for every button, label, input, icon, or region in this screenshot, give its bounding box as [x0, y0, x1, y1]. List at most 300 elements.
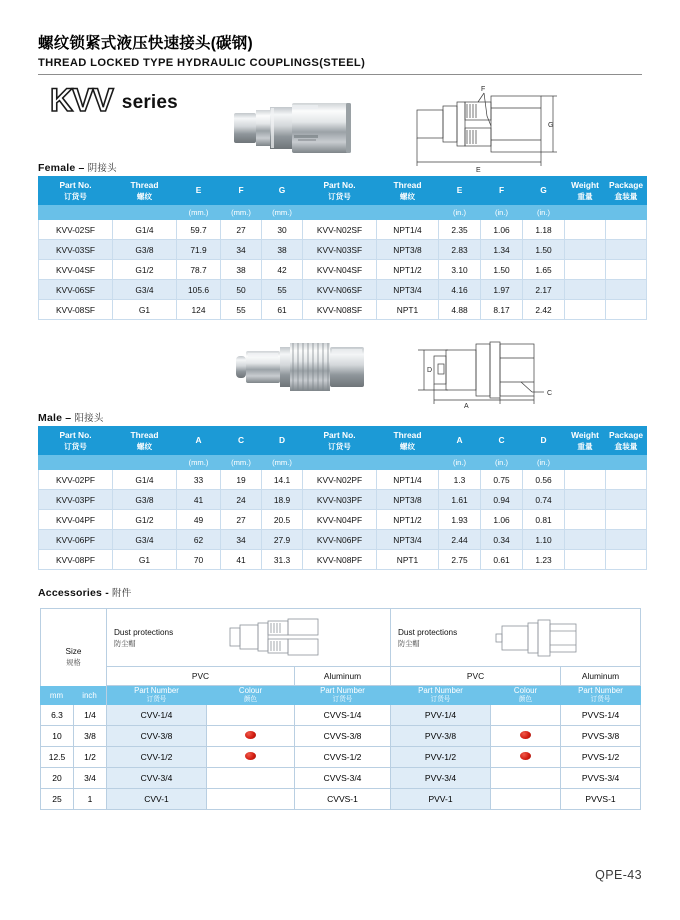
col-header-c-3: [221, 427, 262, 455]
unit-cell-3: (mm.): [221, 455, 262, 470]
table-row: [39, 550, 647, 570]
cell-r3-c9: 2.17: [523, 280, 565, 300]
cell-r1-c11: [606, 490, 647, 510]
cell-colour-left-4: [207, 789, 295, 810]
female-table-body: [39, 205, 647, 320]
cell-r1-c3: 24: [221, 490, 262, 510]
accessory-row: [41, 705, 641, 726]
cell-r2-c5: KVV-N04SF: [303, 260, 377, 280]
cell-aluminum-right-2: PVVS-1/2: [561, 747, 641, 768]
table-row: [39, 260, 647, 280]
colour-dot-icon: [245, 752, 256, 760]
col-header-cn: 螺纹: [136, 191, 153, 201]
cell-aluminum-right-1: PVVS-3/8: [561, 726, 641, 747]
cell-r1-c9: 1.50: [523, 240, 565, 260]
cell-r1-c7: 2.83: [439, 240, 481, 260]
cell-r3-c0: KVV-06SF: [39, 280, 113, 300]
cell-r2-c0: KVV-04PF: [39, 510, 113, 530]
cell-r2-c11: [606, 260, 647, 280]
male-label-en: Male –: [38, 412, 72, 424]
cell-r4-c5: KVV-N08PF: [303, 550, 377, 570]
male-spec-table: [38, 426, 647, 570]
cell-aluminum-left-1: CVVS-3/8: [295, 726, 391, 747]
cell-r2-c1: G1/2: [113, 260, 177, 280]
cell-r3-c11: [606, 280, 647, 300]
dust-protection-right-cell: [391, 609, 641, 667]
page-number: QPE-43: [595, 868, 642, 882]
cell-r1-c1: G3/8: [113, 240, 177, 260]
cell-r4-c3: 41: [221, 550, 262, 570]
cell-mm-3: 20: [41, 768, 74, 789]
cell-pvc-right-1: PVV-3/8: [391, 726, 491, 747]
accessories-label-en: Accessories -: [38, 587, 109, 599]
cell-r3-c5: KVV-N06SF: [303, 280, 377, 300]
col-header-f-3: [221, 177, 262, 205]
cell-r1-c5: KVV-N03PF: [303, 490, 377, 510]
col-header-weight-10: [565, 177, 606, 205]
col-label-en: Part Number: [134, 686, 179, 695]
col-label-en: Colour: [238, 686, 263, 695]
size-label-cn: 规格: [66, 657, 81, 667]
cell-r0-c5: KVV-N02SF: [303, 220, 377, 240]
col-header-g-4: [262, 177, 303, 205]
col-header-en: Part No.: [323, 429, 356, 440]
colour-dot-icon: [520, 731, 531, 739]
cell-r2-c11: [606, 510, 647, 530]
male-dimension-drawing: [408, 334, 638, 414]
accessories-label-cn: 附件: [112, 588, 132, 599]
unit-cell-5: [303, 205, 377, 220]
cell-r3-c1: G3/4: [113, 280, 177, 300]
col-header-part-no--5: [303, 177, 377, 205]
cell-mm-4: 25: [41, 789, 74, 810]
cell-r3-c1: G3/4: [113, 530, 177, 550]
col-header-en: A: [195, 435, 202, 445]
dust-right-cn: 防尘帽: [398, 638, 420, 648]
cell-colour-left-3: [207, 768, 295, 789]
cell-r3-c10: [565, 530, 606, 550]
col-header-en: Thread: [130, 429, 159, 440]
cell-r4-c9: 2.42: [523, 300, 565, 320]
cell-r0-c1: G1/4: [113, 470, 177, 490]
accessories-rows: [41, 705, 641, 810]
cell-r0-c2: 59.7: [177, 220, 221, 240]
cell-inch-1: 3/8: [74, 726, 107, 747]
col-header-en: G: [540, 185, 547, 195]
cell-r2-c2: 49: [177, 510, 221, 530]
units-row: [39, 455, 647, 470]
colour-dot-icon: [245, 731, 256, 739]
male-section-label: [38, 410, 104, 424]
cell-r4-c8: 8.17: [481, 300, 523, 320]
cell-r3-c9: 1.10: [523, 530, 565, 550]
cell-colour-left-1: [207, 726, 295, 747]
col-header-en: Package: [609, 179, 643, 190]
unit-cell-6: [377, 205, 439, 220]
cell-r2-c3: 38: [221, 260, 262, 280]
female-dimension-drawing: [405, 80, 640, 175]
cell-r3-c7: 2.44: [439, 530, 481, 550]
col-colour-right: [491, 686, 561, 705]
unit-cell-10: [565, 455, 606, 470]
col-header-en: G: [278, 185, 286, 195]
col-header-part-no--0: [39, 177, 113, 205]
cell-r1-c6: NPT3/8: [377, 240, 439, 260]
unit-cell-11: [606, 455, 647, 470]
table-row: [39, 530, 647, 550]
col-header-cn: 盒装量: [614, 441, 638, 451]
accessory-row: [41, 747, 641, 768]
cell-r1-c0: KVV-03SF: [39, 240, 113, 260]
cell-r4-c2: 124: [177, 300, 221, 320]
col-header-en: Package: [609, 429, 643, 440]
cell-pvc-right-3: PVV-3/4: [391, 768, 491, 789]
header-row: [39, 427, 647, 455]
col-partnumber-alu-left: [295, 686, 391, 705]
unit-cell-11: [606, 205, 647, 220]
cell-r0-c2: 33: [177, 470, 221, 490]
table-row: [39, 300, 647, 320]
male-coupling-photo: [222, 332, 382, 400]
cell-colour-right-1: [491, 726, 561, 747]
cell-inch-0: 1/4: [74, 705, 107, 726]
col-header-en: E: [195, 185, 202, 195]
material-pvc-right: PVC: [391, 667, 561, 686]
cell-r1-c9: 0.74: [523, 490, 565, 510]
cell-pvc-left-4: CVV-1: [107, 789, 207, 810]
cell-r4-c7: 4.88: [439, 300, 481, 320]
col-mm: mm: [40, 686, 73, 705]
cell-r4-c7: 2.75: [439, 550, 481, 570]
female-label-en: Female –: [38, 162, 85, 174]
accessories-column-header-row: [41, 686, 641, 705]
cell-pvc-right-2: PVV-1/2: [391, 747, 491, 768]
unit-cell-4: (mm.): [262, 455, 303, 470]
cell-r3-c0: KVV-06PF: [39, 530, 113, 550]
cell-r4-c5: KVV-N08SF: [303, 300, 377, 320]
cell-r0-c7: 2.35: [439, 220, 481, 240]
col-header-en: C: [498, 435, 505, 445]
col-label-en: Part Number: [418, 686, 463, 695]
header-divider: [38, 74, 642, 75]
cell-r1-c10: [565, 490, 606, 510]
col-header-d-4: [262, 427, 303, 455]
cell-aluminum-right-0: PVVS-1/4: [561, 705, 641, 726]
col-header-e-7: [439, 177, 481, 205]
cell-r4-c0: KVV-08PF: [39, 550, 113, 570]
col-header-cn: 螺纹: [399, 441, 416, 451]
cell-pvc-right-4: PVV-1: [391, 789, 491, 810]
female-coupling-photo: [214, 92, 374, 164]
unit-cell-6: [377, 455, 439, 470]
cell-r1-c8: 0.94: [481, 490, 523, 510]
cell-r0-c4: 14.1: [262, 470, 303, 490]
cell-r3-c4: 27.9: [262, 530, 303, 550]
cell-colour-right-4: [491, 789, 561, 810]
cell-r2-c5: KVV-N04PF: [303, 510, 377, 530]
col-partnumber-pvc-left: [107, 686, 207, 705]
unit-cell-7: (in.): [439, 455, 481, 470]
unit-cell-1: [113, 205, 177, 220]
cell-r0-c8: 0.75: [481, 470, 523, 490]
cell-r4-c11: [606, 550, 647, 570]
cell-r2-c9: 0.81: [523, 510, 565, 530]
cell-r2-c2: 78.7: [177, 260, 221, 280]
cell-r0-c9: 1.18: [523, 220, 565, 240]
col-label-en: Part Number: [320, 686, 365, 695]
col-header-weight-10: [565, 427, 606, 455]
material-alu-left: Aluminum: [295, 667, 391, 686]
unit-cell-4: (mm.): [262, 205, 303, 220]
colour-dot-icon: [520, 752, 531, 760]
cell-r1-c8: 1.34: [481, 240, 523, 260]
cell-r3-c3: 50: [221, 280, 262, 300]
col-header-cn: 盒装量: [614, 191, 638, 201]
col-partnumber-pvc-right: [391, 686, 491, 705]
accessory-row: [41, 726, 641, 747]
cell-mm-1: 10: [41, 726, 74, 747]
cell-r1-c11: [606, 240, 647, 260]
dust-left-cn: 防尘帽: [114, 638, 136, 648]
table-row: [39, 220, 647, 240]
cell-r2-c9: 1.65: [523, 260, 565, 280]
cell-inch-2: 1/2: [74, 747, 107, 768]
cell-colour-right-0: [491, 705, 561, 726]
unit-cell-9: (in.): [523, 455, 565, 470]
col-label-cn: 订货号: [146, 696, 167, 703]
series-word: series: [121, 92, 178, 113]
cell-r1-c3: 34: [221, 240, 262, 260]
cell-r2-c4: 20.5: [262, 510, 303, 530]
accessory-row: [41, 768, 641, 789]
cell-r4-c8: 0.61: [481, 550, 523, 570]
col-header-package-11: [606, 427, 647, 455]
dim-label-d: D: [427, 367, 433, 374]
col-header-cn: 重量: [577, 191, 593, 201]
table-row: [39, 470, 647, 490]
accessory-row: [41, 789, 641, 810]
cell-r2-c10: [565, 260, 606, 280]
dim-label-g: G: [548, 122, 554, 129]
cell-r3-c3: 34: [221, 530, 262, 550]
cell-pvc-left-3: CVV-3/4: [107, 768, 207, 789]
cell-pvc-left-0: CVV-1/4: [107, 705, 207, 726]
col-header-en: D: [540, 435, 547, 445]
cell-r2-c3: 27: [221, 510, 262, 530]
col-header-en: A: [456, 435, 463, 445]
cell-r3-c10: [565, 280, 606, 300]
cell-colour-right-3: [491, 768, 561, 789]
cell-r4-c6: NPT1: [377, 550, 439, 570]
cell-aluminum-right-4: PVVS-1: [561, 789, 641, 810]
cell-r3-c11: [606, 530, 647, 550]
cell-r4-c1: G1: [113, 300, 177, 320]
cell-r4-c10: [565, 550, 606, 570]
page-title-en: THREAD LOCKED TYPE HYDRAULIC COUPLINGS(STEEL): [38, 57, 366, 69]
cell-r3-c2: 105.6: [177, 280, 221, 300]
cell-colour-left-0: [207, 705, 295, 726]
material-alu-right: Aluminum: [561, 667, 641, 686]
series-logo: [50, 84, 178, 116]
cell-mm-2: 12.5: [41, 747, 74, 768]
col-header-a-2: [177, 427, 221, 455]
col-header-cn: 订货号: [328, 191, 351, 201]
cell-aluminum-right-3: PVVS-3/4: [561, 768, 641, 789]
dust-protection-male-drawing: [490, 615, 590, 661]
series-mark: KVV: [50, 82, 113, 118]
accessories-group-row: [41, 609, 641, 667]
col-header-en: Part No.: [59, 429, 92, 440]
cell-r1-c7: 1.61: [439, 490, 481, 510]
cell-r1-c4: 18.9: [262, 490, 303, 510]
dust-right-en: Dust protections: [398, 627, 458, 637]
table-row: [39, 280, 647, 300]
unit-cell-1: [113, 455, 177, 470]
col-label-cn: 订货号: [590, 696, 611, 703]
cell-r0-c11: [606, 220, 647, 240]
col-header-f-8: [481, 177, 523, 205]
unit-cell-0: [39, 205, 113, 220]
unit-cell-5: [303, 455, 377, 470]
cell-r2-c10: [565, 510, 606, 530]
col-label-cn: 颜色: [243, 696, 258, 703]
male-table-body: [39, 455, 647, 570]
cell-r2-c6: NPT1/2: [377, 510, 439, 530]
cell-aluminum-left-4: CVVS-1: [295, 789, 391, 810]
col-label-en: Colour: [513, 686, 538, 695]
cell-r1-c1: G3/8: [113, 490, 177, 510]
cell-r0-c0: KVV-02SF: [39, 220, 113, 240]
cell-r3-c4: 55: [262, 280, 303, 300]
cell-r0-c0: KVV-02PF: [39, 470, 113, 490]
unit-cell-3: (mm.): [221, 205, 262, 220]
cell-r0-c11: [606, 470, 647, 490]
dim-label-e: E: [476, 167, 481, 174]
col-header-part-no--5: [303, 427, 377, 455]
cell-r1-c10: [565, 240, 606, 260]
col-header-cn: 订货号: [64, 191, 87, 201]
cell-r3-c6: NPT3/4: [377, 530, 439, 550]
col-header-en: Part No.: [59, 179, 92, 190]
cell-r2-c8: 1.50: [481, 260, 523, 280]
cell-r4-c6: NPT1: [377, 300, 439, 320]
dust-protection-left-cell: [107, 609, 391, 667]
cell-r4-c2: 70: [177, 550, 221, 570]
col-inch: inch: [73, 686, 106, 705]
dim-label-a: A: [464, 403, 469, 410]
cell-r0-c3: 27: [221, 220, 262, 240]
table-row: [39, 490, 647, 510]
cell-aluminum-left-2: CVVS-1/2: [295, 747, 391, 768]
col-label-cn: 颜色: [518, 696, 533, 703]
cell-r0-c10: [565, 220, 606, 240]
cell-r4-c3: 55: [221, 300, 262, 320]
col-header-cn: 螺纹: [136, 441, 153, 451]
female-spec-table: [38, 176, 647, 320]
cell-r3-c8: 0.34: [481, 530, 523, 550]
page-title-cn: 螺纹锁紧式液压快速接头(碳钢): [38, 35, 253, 52]
material-pvc-left: PVC: [107, 667, 295, 686]
size-label-en: Size: [65, 646, 82, 656]
unit-cell-8: (in.): [481, 205, 523, 220]
cell-r0-c10: [565, 470, 606, 490]
cell-r3-c8: 1.97: [481, 280, 523, 300]
units-row: [39, 205, 647, 220]
cell-r2-c7: 3.10: [439, 260, 481, 280]
col-header-d-9: [523, 427, 565, 455]
col-header-package-11: [606, 177, 647, 205]
cell-r4-c11: [606, 300, 647, 320]
female-label-cn: 阴接头: [87, 163, 117, 174]
table-row: [39, 510, 647, 530]
cell-aluminum-left-3: CVVS-3/4: [295, 768, 391, 789]
col-header-cn: 螺纹: [399, 191, 416, 201]
col-label-cn: 订货号: [332, 696, 353, 703]
cell-mm-0: 6.3: [41, 705, 74, 726]
cell-r1-c0: KVV-03PF: [39, 490, 113, 510]
col-header-en: C: [237, 435, 245, 445]
cell-r0-c8: 1.06: [481, 220, 523, 240]
cell-pvc-left-2: CVV-1/2: [107, 747, 207, 768]
table-row: [39, 240, 647, 260]
female-table-header: [39, 177, 647, 205]
cell-r1-c4: 38: [262, 240, 303, 260]
male-label-cn: 阳接头: [74, 413, 104, 424]
cell-r2-c7: 1.93: [439, 510, 481, 530]
cell-r3-c6: NPT3/4: [377, 280, 439, 300]
col-header-thread-1: [113, 177, 177, 205]
col-header-en: Thread: [393, 429, 422, 440]
cell-r2-c8: 1.06: [481, 510, 523, 530]
unit-cell-2: (mm.): [177, 455, 221, 470]
cell-r1-c5: KVV-N03SF: [303, 240, 377, 260]
col-header-en: Thread: [393, 179, 422, 190]
col-header-a-7: [439, 427, 481, 455]
col-colour-left: [207, 686, 295, 705]
cell-r1-c6: NPT3/8: [377, 490, 439, 510]
cell-r4-c1: G1: [113, 550, 177, 570]
cell-r4-c9: 1.23: [523, 550, 565, 570]
cell-r2-c1: G1/2: [113, 510, 177, 530]
size-unit-header: [40, 686, 106, 705]
cell-r4-c4: 61: [262, 300, 303, 320]
accessories-section-label: [38, 585, 131, 599]
unit-cell-0: [39, 455, 113, 470]
cell-r0-c6: NPT1/4: [377, 470, 439, 490]
col-label-cn: 订货号: [430, 696, 451, 703]
col-header-part-no--0: [39, 427, 113, 455]
cell-r1-c2: 41: [177, 490, 221, 510]
unit-cell-10: [565, 205, 606, 220]
unit-cell-8: (in.): [481, 455, 523, 470]
col-header-en: F: [238, 185, 244, 195]
accessories-table: [40, 608, 641, 810]
dust-left-en: Dust protections: [114, 627, 174, 637]
cell-r0-c1: G1/4: [113, 220, 177, 240]
cell-colour-right-2: [491, 747, 561, 768]
col-header-en: Part No.: [323, 179, 356, 190]
col-header-thread-6: [377, 427, 439, 455]
dim-label-c: C: [547, 390, 553, 397]
col-header-cn: 订货号: [64, 441, 87, 451]
cell-r0-c3: 19: [221, 470, 262, 490]
cell-inch-3: 3/4: [74, 768, 107, 789]
cell-r3-c2: 62: [177, 530, 221, 550]
col-header-thread-6: [377, 177, 439, 205]
cell-inch-4: 1: [74, 789, 107, 810]
col-header-en: Weight: [571, 429, 599, 440]
cell-aluminum-left-0: CVVS-1/4: [295, 705, 391, 726]
